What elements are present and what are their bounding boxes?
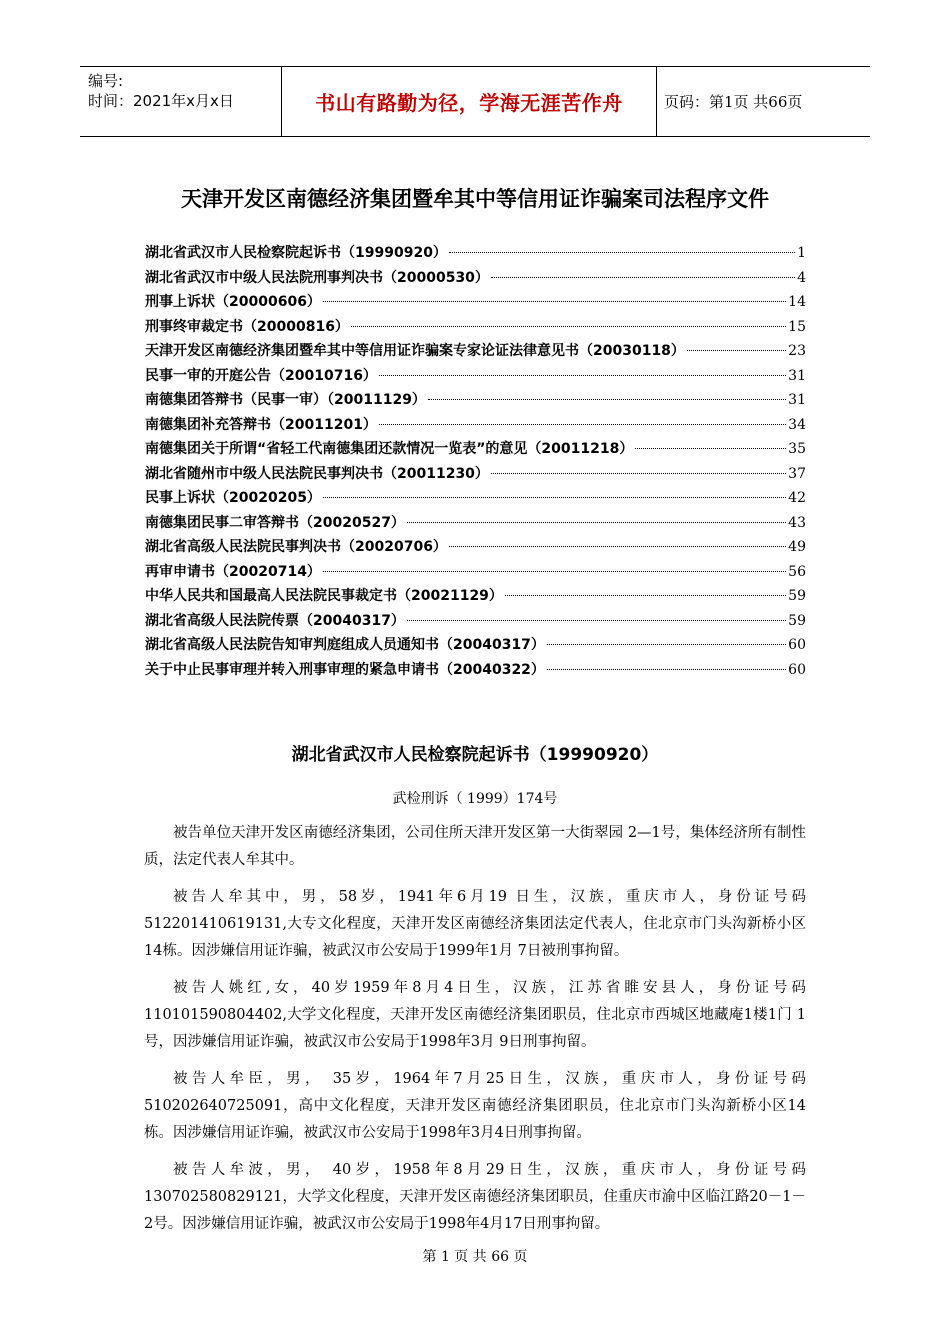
header-number-label: 编号:	[88, 72, 124, 90]
toc-entry-page: 31	[788, 392, 806, 408]
toc-leader-dots	[428, 399, 786, 400]
toc-entry-label: 湖北省武汉市人民检察院起诉书（19990920）	[145, 245, 447, 261]
table-of-contents	[145, 242, 806, 683]
toc-entry-label: 南德集团答辩书（民事一审）（20011129）	[145, 392, 426, 408]
header-page-info: 页码：第1页 共66页	[664, 93, 803, 111]
toc-entry-label: 关于中止民事审理并转入刑事审理的紧急申请书（20040322）	[145, 661, 545, 678]
toc-entry-page: 4	[797, 269, 806, 286]
toc-entry[interactable]	[145, 438, 806, 463]
toc-entry-label: 刑事上诉状（20000606）	[145, 294, 321, 310]
toc-entry[interactable]	[145, 585, 806, 610]
body-paragraph: 被告人牟臣，男， 35岁，1964年7月25日生，汉族，重庆市人，身份证号码510202640725091，高中文化程度，天津开发区南德经济集团职员，住北京市门头沟新桥小区14栋。因涉嫌信用证诈骗，被武汉市公安局于1998年3月4日刑事拘留。	[144, 1071, 806, 1141]
toc-leader-dots	[379, 375, 786, 376]
body-paragraph: 被告人姚红,女，40岁1959年8月4日生，汉族，江苏省睢安县人，身份证号码110101590804402,大学文化程度，天津开发区南德经济集团职员，住北京市西城区地藏庵1楼1门 1号，因涉嫌信用证诈骗，被武汉市公安局于1998年3月 9日刑事拘留。	[144, 980, 806, 1050]
header-divider-right	[656, 67, 657, 136]
toc-entry-label: 南德集团关于所谓“省轻工代南德集团还款情况一览表”的意见（20011218）	[145, 441, 634, 457]
toc-entry[interactable]	[145, 634, 806, 659]
toc-entry[interactable]	[145, 414, 806, 439]
toc-entry-page: 34	[788, 416, 806, 433]
toc-entry[interactable]	[145, 536, 806, 561]
toc-entry-page: 23	[788, 343, 806, 359]
toc-entry[interactable]	[145, 340, 806, 365]
toc-entry-label: 民事上诉状（20020205）	[145, 490, 321, 506]
toc-entry[interactable]	[145, 659, 806, 684]
toc-entry-page: 60	[788, 661, 806, 678]
body-paragraph: 被告单位天津开发区南德经济集团，公司住所天津开发区第一大街翠园 2—1号，集体经济所有制性质，法定代表人牟其中。	[144, 825, 806, 868]
toc-leader-dots	[323, 571, 786, 572]
toc-leader-dots	[635, 448, 786, 449]
toc-leader-dots	[323, 301, 786, 302]
toc-entry-label: 中华人民共和国最高人民法院民事裁定书（20021129）	[145, 588, 503, 604]
toc-leader-dots	[379, 424, 786, 425]
toc-leader-dots	[407, 522, 786, 523]
toc-entry-label: 天津开发区南德经济集团暨牟其中等信用证诈骗案专家论证法律意见书（20030118）	[145, 343, 685, 359]
section-title: 湖北省武汉市人民检察院起诉书（19990920）	[291, 745, 659, 765]
toc-entry[interactable]	[145, 512, 806, 537]
toc-entry[interactable]	[145, 463, 806, 488]
toc-entry-page: 43	[788, 514, 806, 531]
toc-entry[interactable]	[145, 487, 806, 512]
document-header	[80, 66, 870, 137]
toc-entry-label: 再审申请书（20020714）	[145, 563, 321, 580]
toc-entry-label: 民事一审的开庭公告（20010716）	[145, 367, 377, 384]
body-paragraph: 被告人牟波，男， 40岁，1958年8月29日生，汉族，重庆市人，身份证号码130702580829121，大学文化程度，天津开发区南德经济集团职员，住重庆市渝中区临江路20－1－2号。因涉嫌信用证诈骗，被武汉市公安局于1998年4月17日刑事拘留。	[144, 1162, 806, 1232]
toc-entry-label: 南德集团补充答辩书（20011201）	[145, 416, 377, 433]
toc-leader-dots	[351, 326, 786, 327]
toc-entry[interactable]	[145, 610, 806, 635]
toc-entry[interactable]	[145, 316, 806, 341]
document-number: 武检刑诉（ 1999）174号	[392, 791, 558, 807]
toc-entry-page: 15	[788, 318, 806, 335]
toc-leader-dots	[491, 473, 786, 474]
header-motto: 书山有路勤为径，学海无涯苦作舟	[315, 91, 623, 115]
toc-entry[interactable]	[145, 365, 806, 390]
toc-entry-page: 31	[788, 367, 806, 384]
toc-leader-dots	[491, 277, 795, 278]
toc-leader-dots	[687, 350, 786, 351]
toc-entry-label: 南德集团民事二审答辩书（20020527）	[145, 514, 405, 531]
toc-leader-dots	[323, 497, 786, 498]
toc-entry[interactable]	[145, 242, 806, 267]
toc-entry-label: 湖北省随州市中级人民法院民事判决书（20011230）	[145, 465, 489, 482]
toc-leader-dots	[449, 546, 786, 547]
toc-entry-page: 35	[788, 441, 806, 457]
toc-entry-label: 湖北省高级人民法院告知审判庭组成人员通知书（20040317）	[145, 637, 545, 653]
toc-entry-label: 湖北省高级人民法院传票（20040317）	[145, 612, 405, 629]
toc-leader-dots	[449, 252, 795, 253]
toc-leader-dots	[505, 595, 786, 596]
toc-entry-page: 56	[788, 563, 806, 580]
page-footer: 第 1 页 共 66 页	[422, 1249, 528, 1265]
toc-leader-dots	[547, 669, 786, 670]
toc-entry-page: 37	[788, 465, 806, 482]
document-title: 天津开发区南德经济集团暨牟其中等信用证诈骗案司法程序文件	[181, 187, 769, 211]
toc-entry[interactable]	[145, 267, 806, 292]
toc-leader-dots	[547, 644, 786, 645]
header-meta	[88, 71, 234, 111]
toc-entry-label: 湖北省武汉市中级人民法院刑事判决书（20000530）	[145, 269, 489, 286]
toc-entry-page: 59	[788, 612, 806, 629]
toc-entry-page: 59	[788, 588, 806, 604]
toc-entry-label: 湖北省高级人民法院民事判决书（20020706）	[145, 539, 447, 555]
toc-entry-page: 1	[797, 245, 806, 261]
toc-leader-dots	[407, 620, 786, 621]
body-paragraph: 被告人牟其中，男，58岁，1941年6月19 日生，汉族，重庆市人，身份证号码512201410619131,大专文化程度，天津开发区南德经济集团法定代表人，住北京市门头沟新桥小区14栋。因涉嫌信用证诈骗，被武汉市公安局于1999年1月 7日被刑事拘留。	[144, 889, 806, 959]
toc-entry-page: 14	[788, 294, 806, 310]
toc-entry-page: 60	[788, 637, 806, 653]
toc-entry[interactable]	[145, 561, 806, 586]
toc-entry-page: 42	[788, 490, 806, 506]
toc-entry[interactable]	[145, 291, 806, 316]
section-body	[144, 820, 806, 1248]
toc-entry[interactable]	[145, 389, 806, 414]
header-time-label: 时间：2021年x月x日	[88, 92, 234, 110]
toc-entry-page: 49	[788, 539, 806, 555]
toc-entry-label: 刑事终审裁定书（20000816）	[145, 318, 349, 335]
